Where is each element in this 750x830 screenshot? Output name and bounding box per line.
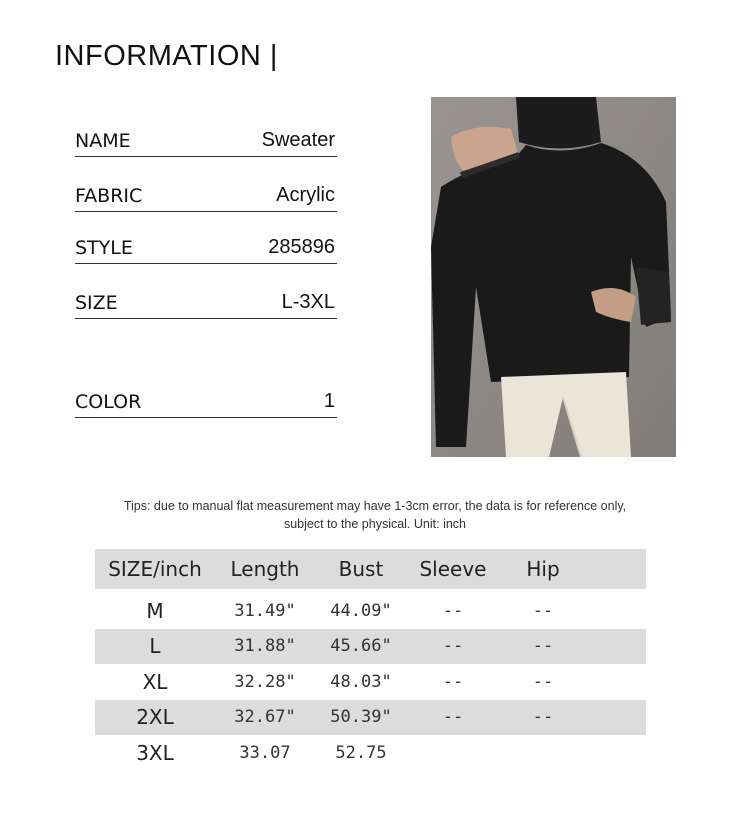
info-value: Acrylic <box>276 184 335 206</box>
info-value: Sweater <box>261 129 335 151</box>
spacer-cell <box>587 735 646 771</box>
length-cell: 31.49" <box>234 600 296 621</box>
hip-cell: -- <box>532 671 554 692</box>
sleeve-cell <box>407 735 499 771</box>
table-row <box>95 700 646 736</box>
column-header-spacer <box>587 549 646 589</box>
info-label: COLOR <box>75 391 142 413</box>
info-label: FABRIC <box>75 185 143 207</box>
table-row <box>95 593 646 629</box>
spacer-cell <box>587 700 646 736</box>
spacer-cell <box>587 664 646 700</box>
sleeve-cell: -- <box>407 629 499 665</box>
table-header-row <box>95 549 646 589</box>
info-row-style <box>75 233 337 264</box>
info-value: 285896 <box>268 236 335 258</box>
spacer-cell <box>587 593 646 629</box>
size-cell: L <box>95 629 215 665</box>
info-value: 1 <box>323 390 335 412</box>
info-label: STYLE <box>75 237 133 259</box>
hip-cell: -- <box>499 629 587 665</box>
info-label: SIZE <box>75 292 118 314</box>
bust-cell: 50.39" <box>315 700 407 736</box>
tips-line: Tips: due to manual flat measurement may have 1-3cm error, the data is for reference only, <box>123 499 627 513</box>
measurement-tips <box>95 497 655 533</box>
info-row-name <box>75 126 337 157</box>
length-cell: 32.67" <box>215 700 315 736</box>
hip-cell: -- <box>532 600 554 621</box>
info-row-size <box>75 288 337 319</box>
sleeve-cell: -- <box>442 671 464 692</box>
size-table <box>95 549 646 771</box>
length-cell: 31.88" <box>215 629 315 665</box>
bust-cell: 44.09" <box>330 600 392 621</box>
column-header: Bust <box>315 549 407 589</box>
sleeve-cell: -- <box>442 600 464 621</box>
table-row <box>95 629 646 665</box>
info-row-fabric <box>75 181 337 212</box>
tips-line: subject to the physical. Unit: inch <box>283 517 467 531</box>
column-header: SIZE/inch <box>95 549 215 589</box>
product-photo <box>431 97 676 457</box>
sleeve-cell: -- <box>407 700 499 736</box>
page-title: INFORMATION | <box>55 40 278 72</box>
size-cell: XL <box>142 669 168 694</box>
spacer-cell <box>587 629 646 665</box>
info-label: NAME <box>75 130 131 152</box>
table-row <box>95 735 646 771</box>
hip-cell <box>499 735 587 771</box>
column-header: Hip <box>499 549 587 589</box>
size-cell: 2XL <box>95 700 215 736</box>
length-cell: 32.28" <box>234 671 296 692</box>
column-header: Length <box>215 549 315 589</box>
info-row-color <box>75 387 337 418</box>
length-cell: 33.07 <box>239 742 291 763</box>
size-cell: M <box>146 598 164 623</box>
size-cell: 3XL <box>136 740 174 765</box>
hip-cell: -- <box>499 700 587 736</box>
column-header: Sleeve <box>407 549 499 589</box>
bust-cell: 52.75 <box>335 742 387 763</box>
table-row <box>95 664 646 700</box>
info-value: L-3XL <box>281 291 335 313</box>
bust-cell: 45.66" <box>315 629 407 665</box>
sweater-illustration <box>431 97 676 457</box>
bust-cell: 48.03" <box>330 671 392 692</box>
